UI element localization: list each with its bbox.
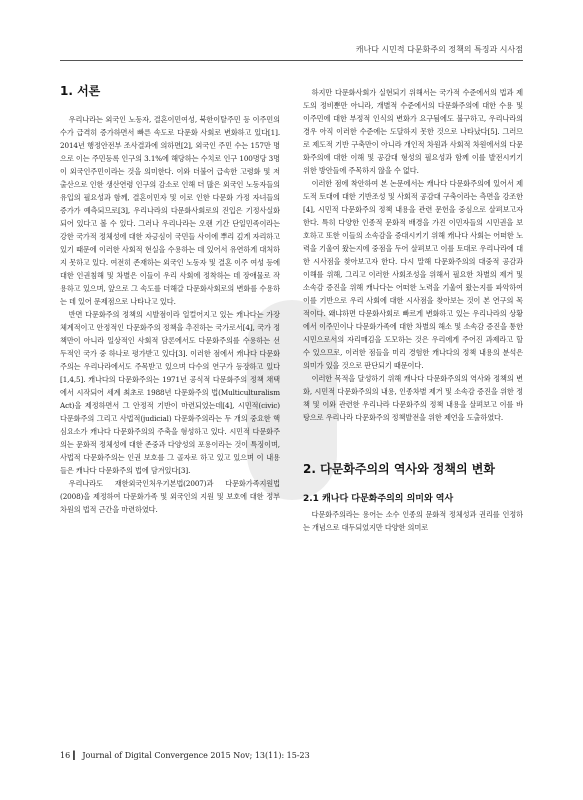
left-column xyxy=(60,82,280,516)
paragraph: 하지만 다문화사회가 실현되기 위해서는 국가적 수준에서의 법과 제도의 정비뿐만 아니라, 개별적 수준에서의 다문화주의에 대한 수용 및 이주민에 대한 부정적 인식의 변화가 요구됨에도 불구하고, 우리나라의 경우 아직 이러한 수준에는 도달하지 못한 것으로 나타났다[5]. 그러므로 제도적 기반 구축만이 아니라 개인적 차원과 사회적 차원에서의 다문화주의에 대한 이해 및 공감대 형성의 필요성과 함께 이를 발전시키기 위한 방안들에 주목하지 않을 수 없다. xyxy=(303,88,523,175)
paragraph: 다문화주의라는 용어는 소수 인종의 문화적 정체성과 권리를 인정하는 개념으로 대두되었지만 다양한 의미로 xyxy=(303,510,523,532)
paragraph: 우리나라도 재한외국인처우기본법(2007)과 다문화가족지원법(2008)을 제정하여 다문화가족 및 외국인의 지원 및 보호에 대한 정부차원의 법적 근간을 마련하였다. xyxy=(60,479,280,514)
footer-separator: ▎ xyxy=(73,750,80,760)
paragraph: 이러한 목적을 달성하기 위해 캐나다 다문화주의의 역사와 정책의 변화, 시민적 다문화주의의 내용, 인종차별 제거 및 소속감 증진을 위한 정책 및 이와 관련한 우리나라 다문화주의 정책 내용을 살펴보고 이를 바탕으로 우리나라 다문화주의 정책발전을 위한 제언을 도출하였다. xyxy=(303,374,523,422)
running-header: 캐나다 시민적 다문화주의 정책의 특징과 시사점 xyxy=(355,45,523,54)
journal-citation: Journal of Digital Convergence 2015 Nov; 13(11): 15-23 xyxy=(82,751,310,760)
page-footer xyxy=(60,750,310,760)
paragraph: 반면 다문화주의 정책의 시발점이라 일컬어지고 있는 캐나다는 가장 체계적이고 안정적인 다문화주의 정책을 추진하는 국가로서[4], 국가 정책만이 아니라 일상적인 사회적 담론에서도 다문화주의를 수용하는 선두적인 국가 중 하나로 평가받고 있다[3]. 이러한 점에서 캐나다 다문화주의는 우리나라에서도 주목받고 있으며 다수의 연구가 등장하고 있다[1,4,5]. 캐나다의 다문화주의는 1971년 공식적 다문화주의 정책 채택에서 시작되어 세계 최초로 1988년 다문화주의 법(Multiculturalism Act)을 제정하면서 그 안정적 기반이 마련되었는데[4], 시민적(civic) 다문화주의 그리고 사법적(judicial) 다문화주의라는 두 개의 중요한 핵심요소가 캐나다 다문화주의의 주축을 형성하고 있다. 시민적 다문화주의는 문화적 정체성에 대한 존중과 다양성의 포용이라는 것이 특징이며, 사법적 다문화주의는 인권 보호를 그 골자로 하고 있고 있으며 이 내용들은 캐나다 다문화주의 법에 담겨있다[3]. xyxy=(60,310,280,475)
page-number: 16 xyxy=(60,751,71,760)
section-heading-introduction: 1. 서론 xyxy=(60,84,101,98)
header-rule xyxy=(60,60,523,61)
paragraph: 이러한 점에 착안하여 본 논문에서는 캐나다 다문화주의에 있어서 제도적 토대에 대한 기반조성 및 사회적 공감대 구축이라는 측면을 강조한[4], 시민적 다문화주의 정책 내용을 관련 문헌을 중심으로 살펴보고자 한다. 특히 다양한 인종적 문화적 배경을 가진 이민자들의 시민권을 보호하고 또한 이들의 소속감을 증대시키기 위해 캐나다 사회는 어떠한 노력을 기울여 왔는지에 중점을 두어 살펴보고 이를 토대로 우리나라에 대한 시사점을 찾아보고자 한다. 다시 말해 다문화주의의 대중적 공감과 이해를 위해, 그리고 이러한 사회조성을 위해서 필요한 차별의 제거 및 소속감 증진을 위해 캐나다는 어떠한 노력을 기울여 왔는지를 파악하여 이를 기반으로 우리 사회에 대한 시사점을 찾아보는 것이 본 연구의 목적이다. 왜냐하면 다문화사회로 빠르게 변화하고 있는 우리나라의 상황에서 이주민이나 다문화가족에 대한 차별의 해소 및 소속감 증진을 통한 시민으로서의 자리매김을 도모하는 것은 우리에게 주어진 과제라고 할 수 있으므로, 이러한 점들을 미리 경험한 캐나다의 정책 내용의 분석은 의미가 있을 것으로 판단되기 때문이다. xyxy=(303,179,523,370)
section-spacer xyxy=(303,424,523,460)
subsection-heading: 2.1 캐나다 다문화주의의 의미와 역사 xyxy=(303,494,454,504)
section-heading-history: 2. 다문화주의의 역사와 정책의 변화 xyxy=(303,462,495,476)
paragraph: 우리나라는 외국인 노동자, 결혼이민여성, 북한이탈주민 등 이주민의 수가 급격히 증가하면서 빠른 속도로 다문화 사회로 변화하고 있다[1]. 2014년 행정안전부 조사결과에 의하면[2], 외국인 주민 수는 157만 명으로 이는 주민등록 인구의 3.1%에 해당하는 수치로 인구 100명당 3명이 외국인주민이라는 것을 의미한다. 이와 더불어 급속한 고령화 및 저출산으로 인한 생산연령 인구의 감소로 인해 더 많은 외국인 노동자들의 유입의 필요성과 함께, 결혼이민자 및 이로 인한 다문화 가정 자녀들의 증가가 예측되므로[3], 우리나라의 다문화사회로의 진입은 기정사실화되어 있다고 볼 수 있다. 그러나 우리나라는 오랜 기간 단일민족이라는 강한 국가적 정체성에 대한 자긍심이 국민들 사이에 뿌리 깊게 자리하고 있기 때문에 이러한 사회적 현실을 수용하는 데 있어서 유연하게 대처하지 못하고 있다. 여전히 존재하는 외국인 노동자 및 결혼 이주 여성 등에 대한 인권침해 및 차별은 이들이 우리 사회에 정착하는 데 장애물로 작용하고 있으며, 앞으로 그 속도를 더해갈 다문화사회로의 변화를 수용하는 데 있어 문제점으로 나타나고 있다. xyxy=(60,115,280,306)
right-column xyxy=(303,86,523,534)
